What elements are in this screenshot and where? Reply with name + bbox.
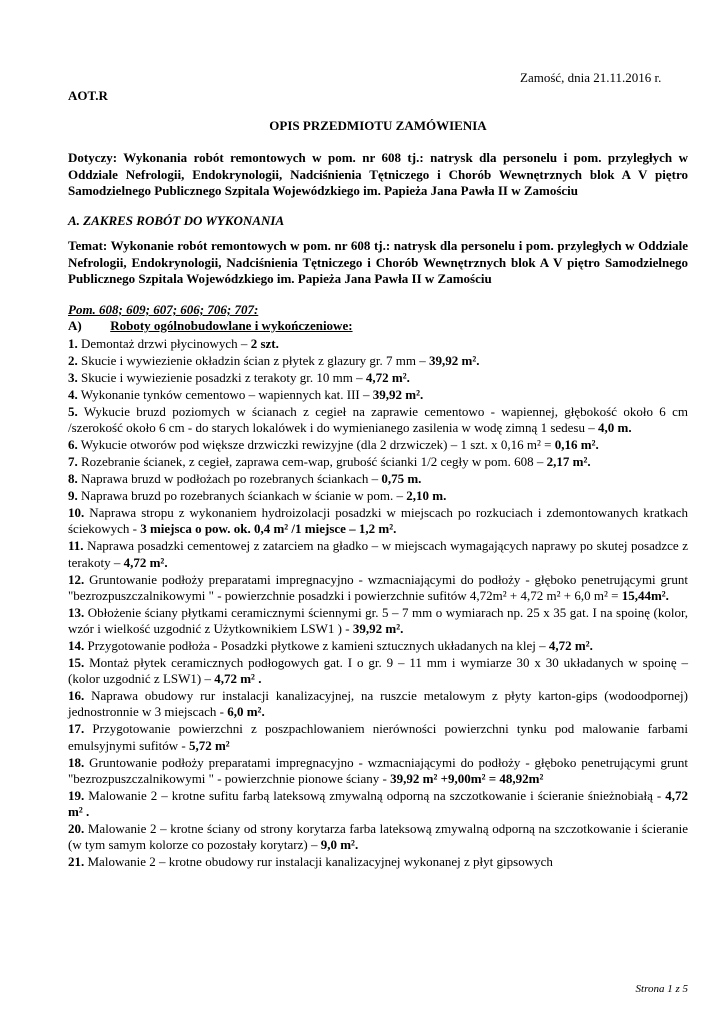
- item-value: 6,0 m².: [227, 704, 265, 720]
- item-text: Przygotowanie podłoża - Posadzki płytkowe z kamieni sztucznych układanych na klej –: [84, 638, 549, 654]
- works-list: [68, 336, 688, 871]
- item-text: Wykucie bruzd poziomych w ścianach z cegieł na zaprawie cementowo - wapiennej, głębokość około 6 cm /szerokość około 6 cm - do starych lokalówek i do wymienianego zasilenia w wodę zimną 1 sedesu –: [68, 404, 688, 436]
- document-title: OPIS PRZEDMIOTU ZAMÓWIENIA: [269, 118, 487, 133]
- item-number: 14.: [68, 638, 85, 654]
- list-item: [68, 387, 688, 403]
- item-text: Gruntowanie podłoży preparatami impregnacyjno - wzmacniającymi do podłoży - głęboko penetrującymi grunt "bezrozpuszczalnikowymi " - powierzchnie pionowe ściany -: [68, 754, 688, 786]
- list-item: [68, 370, 688, 386]
- item-number: 2.: [68, 353, 78, 368]
- item-text: Montaż płytek ceramicznych podłogowych gat. I o gr. 9 – 11 mm i wymiarze 30 x 30 układanych w spoinę – (kolor uzgodnić z LSW1) –: [68, 655, 688, 687]
- list-item: [68, 788, 688, 820]
- item-number: 5.: [68, 404, 78, 419]
- item-text: Demontaż drzwi płycinowych –: [77, 336, 251, 351]
- item-number: 18.: [68, 754, 85, 770]
- list-item: [68, 688, 688, 720]
- list-item: [68, 336, 688, 352]
- item-number: 4.: [68, 387, 78, 402]
- item-text: Wykonanie tynków cementowo – wapiennych kat. III –: [77, 387, 373, 402]
- item-value: 39,92 m².: [352, 621, 404, 637]
- item-value: 4,72 m² .: [214, 671, 262, 687]
- works-category-label: Roboty ogólnobudowlane i wykończeniowe:: [110, 318, 353, 333]
- item-number: 16.: [68, 688, 85, 704]
- item-value: 0,75 m.: [381, 471, 422, 487]
- list-item: [68, 404, 688, 436]
- list-item: [68, 538, 688, 570]
- item-number: 3.: [68, 370, 78, 385]
- list-item: [68, 572, 688, 604]
- item-text: Rozebranie ścianek, z cegieł, zaprawa cem-wap, grubość ścianki 1/2 cegły w pom. 608 –: [77, 454, 547, 470]
- list-item: [68, 854, 688, 870]
- item-text: Przygotowanie powierzchni z poszpachlowaniem nierówności powierzchni tynku pod malowanie farbami emulsyjnymi sufitów -: [68, 721, 688, 753]
- item-value: 4,72 m².: [365, 370, 410, 385]
- item-value: 4,72 m² .: [68, 787, 688, 820]
- subject-paragraph: Dotyczy: Wykonania robót remontowych w pom. nr 608 tj.: natrysk dla personelu i pom. przyległych w Oddziale Nefrologii, Endokrynologii, Nadciśnienia Tętniczego i Chorób Wewnętrznych blok A V piętro Samodzielnego Publicznego Szpitala Wojewódzkiego im. Papieża Jana Pawła II w Zamościu: [68, 150, 688, 198]
- item-value: 4,0 m.: [597, 420, 632, 436]
- item-value: 5,72 m²: [188, 737, 230, 753]
- item-value: 0,16 m².: [554, 437, 599, 453]
- item-number: 12.: [68, 571, 85, 587]
- item-value: 39,92 m².: [372, 387, 424, 402]
- works-category: [68, 318, 688, 335]
- item-text: Gruntowanie podłoży preparatami impregnacyjno - wzmacniającymi do podłoży - głęboko penetrującymi grunt "bezrozpuszczalnikowymi " - powierzchnie posadzki i powierzchnie sufitów 4,72m² + 4,72 m² + 6,0 m² =: [68, 571, 688, 603]
- item-value: 3 miejsca o pow. ok. 0,4 m² /1 miejsce – 1,2 m².: [140, 521, 397, 537]
- item-text: Naprawa posadzki cementowej z zatarciem na gładko – w miejscach wymagających naprawy po skutej posadzce z terakoty –: [68, 538, 688, 570]
- list-item: [68, 605, 688, 637]
- item-value: 2,10 m.: [406, 488, 447, 504]
- item-text: Malowanie 2 – krotne ściany od strony korytarza farba lateksową zmywalną odporną na szczotkowanie i ścieranie (w tym samym kolorze co pozostały korytarz) –: [68, 821, 688, 853]
- list-item: [68, 755, 688, 787]
- list-item: [68, 821, 688, 853]
- item-value: 9,0 m².: [320, 837, 359, 853]
- item-number: 6.: [68, 437, 78, 453]
- item-number: 10.: [68, 505, 85, 521]
- section-a-heading: A. ZAKRES ROBÓT DO WYKONANIA: [68, 213, 285, 228]
- item-value: 4,72 m².: [123, 554, 168, 570]
- list-item: [68, 437, 688, 453]
- reference-code: AOT.R: [68, 88, 108, 103]
- item-number: 20.: [68, 821, 85, 837]
- item-text: Naprawa bruzd w podłożach po rozebranych ściankach –: [77, 471, 382, 487]
- item-number: 21.: [68, 854, 85, 870]
- list-item: [68, 638, 688, 654]
- page-number: Strona 1 z 5: [635, 983, 688, 995]
- item-value: 15,44m².: [621, 587, 669, 603]
- item-value: 4,72 m².: [548, 638, 593, 654]
- item-value: 2,17 m².: [546, 454, 591, 470]
- document-date: Zamość, dnia 21.11.2016 r.: [520, 70, 662, 85]
- item-text: Malowanie 2 – krotne sufitu farbą lateksową zmywalną odporną na szczotkowanie i ścieranie śnieżnobiałą -: [84, 787, 666, 803]
- list-item: [68, 655, 688, 687]
- rooms-heading: Pom. 608; 609; 607; 606; 706; 707:: [68, 302, 259, 317]
- item-number: 13.: [68, 604, 85, 620]
- item-number: 7.: [68, 454, 78, 470]
- works-category-letter: A): [68, 318, 82, 333]
- list-item: [68, 505, 688, 537]
- list-item: [68, 454, 688, 470]
- item-value: 39,92 m² +9,00m² = 48,92m²: [390, 770, 544, 786]
- item-number: 1.: [68, 336, 78, 351]
- item-number: 8.: [68, 471, 78, 487]
- topic-paragraph: Temat: Wykonanie robót remontowych w pom. nr 608 tj.: natrysk dla personelu i pom. przyległych w Oddziale Nefrologii, Endokrynologii, Nadciśnienia Tętniczego i Chorób Wewnętrznych blok A V piętro Samodzielnego Publicznego Szpitala Wojewódzkiego im. Papieża Jana Pawła II w Zamościu: [68, 238, 688, 286]
- item-text: Naprawa obudowy rur instalacji kanalizacyjnej, na ruszcie metalowym z płyty karton-gips (wodoodpornej) jednostronnie w 3 miejscach -: [68, 688, 688, 720]
- list-item: [68, 721, 688, 753]
- item-text: Wykucie otworów pod większe drzwiczki rewizyjne (dla 2 drzwiczek) – 1 szt. x 0,16 m² =: [77, 437, 555, 453]
- item-text: Naprawa bruzd po rozebranych ściankach w ścianie w pom. –: [77, 488, 407, 504]
- list-item: [68, 353, 688, 369]
- item-number: 11.: [68, 538, 84, 554]
- list-item: [68, 471, 688, 487]
- item-number: 17.: [68, 721, 85, 737]
- item-text: Obłożenie ściany płytkami ceramicznymi ściennymi gr. 5 – 7 mm o wymiarach np. 25 x 35 gat. I na spoinę (kolor, wzór i wielkość uzgodnić z Użytkownikiem LSW1 ) -: [68, 604, 688, 637]
- item-text: Malowanie 2 – krotne obudowy rur instalacji kanalizacyjnej wykonanej z płyt gipsowych: [84, 854, 553, 870]
- item-text: Naprawa stropu z wykonaniem hydroizolacji posadzki w miejscach po rozkuciach i zdemontowanych kratkach ściekowych -: [68, 505, 688, 537]
- item-value: 2 szt.: [250, 336, 279, 351]
- item-text: Skucie i wywiezienie posadzki z terakoty gr. 10 mm –: [77, 370, 366, 385]
- item-number: 9.: [68, 488, 78, 504]
- item-value: 39,92 m².: [429, 353, 480, 368]
- item-number: 19.: [68, 787, 85, 803]
- item-number: 15.: [68, 655, 85, 671]
- item-text: Skucie i wywiezienie okładzin ścian z płytek z glazury gr. 7 mm –: [77, 353, 430, 368]
- list-item: [68, 488, 688, 504]
